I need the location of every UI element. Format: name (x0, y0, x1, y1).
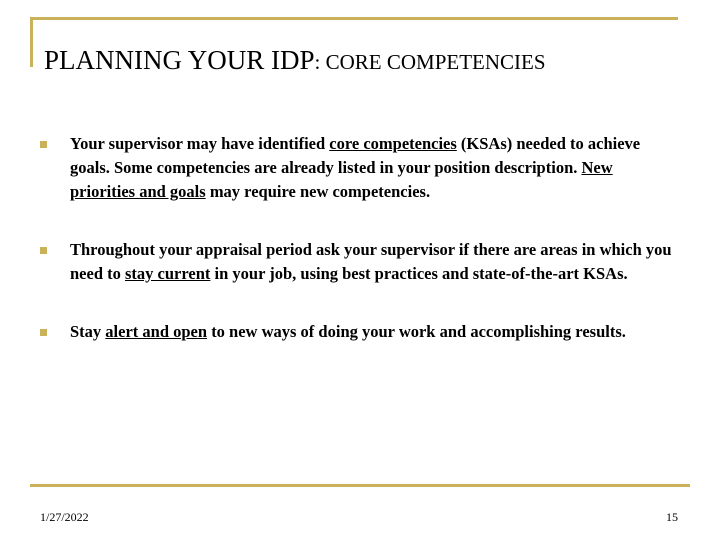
bullet-1-underline-2: New priorities and goals (70, 158, 613, 201)
slide-title-sub: CORE COMPETENCIES (325, 50, 546, 74)
frame-top-rule (30, 17, 678, 20)
bullet-1-text-1: Your supervisor may have identified (70, 134, 330, 153)
bullet-1-underline-1: core competencies (329, 134, 457, 153)
slide-title-separator: : (314, 50, 326, 74)
bullet-2-text-2: in your job, using best practices and state-of-the-art KSAs. (210, 264, 628, 283)
page-number: 15 (666, 510, 678, 524)
slide-title (44, 42, 546, 74)
bullet-1-text-2: (KSAs) needed to achieve goals. Some competencies are already listed in your position description. (70, 134, 641, 177)
bullet-2-underline-1: stay current (125, 264, 211, 283)
slide-title-main: PLANNING YOUR IDP (44, 45, 315, 75)
bullet-item-1 (40, 132, 680, 204)
frame-bottom-rule (30, 484, 690, 487)
bullet-3-text-1: Stay (70, 322, 106, 341)
bullet-item-2 (40, 238, 680, 286)
bullet-item-3 (40, 320, 680, 344)
bullet-3-text-2: to new ways of doing your work and accomplishing results. (207, 322, 626, 341)
frame-left-rule (30, 17, 33, 67)
bullet-list (40, 132, 680, 344)
bullet-2-text-1: Throughout your appraisal period ask your supervisor if there are areas in which you need to (70, 240, 672, 283)
footer-date: 1/27/2022 (40, 510, 89, 524)
bullet-3-underline-1: alert and open (105, 322, 208, 341)
square-bullet-icon (40, 141, 47, 148)
square-bullet-icon (40, 247, 47, 254)
bullet-1-text-3: may require new competencies. (205, 182, 431, 201)
square-bullet-icon (40, 329, 47, 336)
